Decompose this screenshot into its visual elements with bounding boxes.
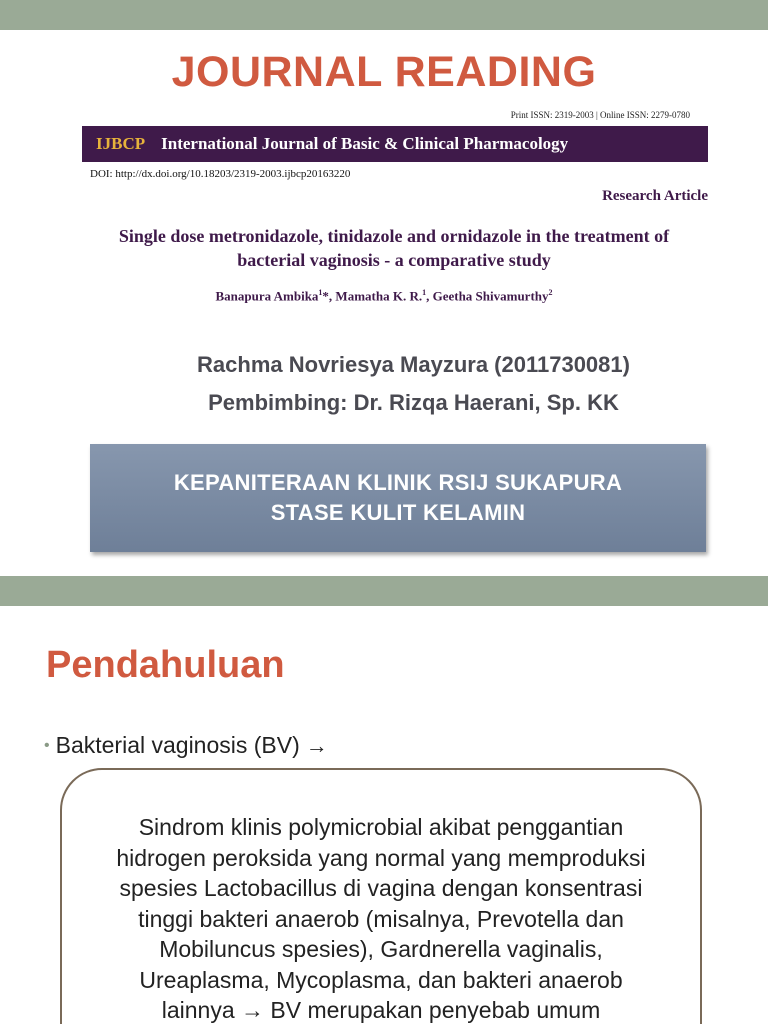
journal-name: International Journal of Basic & Clinical Pharmacology [161, 134, 569, 153]
definition-line: tinggi bakteri anaerob (misalnya, Prevotella dan [138, 905, 624, 932]
presenter-name: Rachma Novriesya Mayzura (2011730081) [197, 352, 630, 377]
title-slide [0, 30, 768, 576]
journal-abbreviation: IJBCP [96, 134, 146, 153]
definition-line: Mobiluncus spesies), Gardnerella vaginalis, [159, 936, 603, 962]
definition-line: spesies Lactobacillus di vagina dengan konsentrasi [119, 875, 643, 901]
issn-line: Print ISSN: 2319-2003 | Online ISSN: 2279-0780 [510, 110, 690, 120]
intro-slide [0, 606, 768, 1024]
advisor-name: Pembimbing: Dr. Rizqa Haerani, Sp. KK [208, 390, 619, 415]
definition-box [60, 768, 702, 1024]
author-name: Mamatha K. R. [335, 288, 423, 304]
definition-line: Sindrom klinis polymicrobial akibat penggantian [138, 814, 624, 840]
author-separator: *, [322, 288, 336, 304]
author-affiliation: 1 [422, 288, 427, 297]
divider-band [0, 576, 768, 606]
clerkship-line: KEPANITERAAN KLINIK RSIJ SUKAPURA [173, 470, 623, 495]
author-separator: , [426, 288, 433, 304]
section-title: Pendahuluan [46, 644, 285, 686]
paper-title-line: Single dose metronidazole, tinidazole and ornidazole in the treatment of [118, 226, 670, 246]
arrow-right-icon: → [305, 732, 328, 758]
clerkship-line: STASE KULIT KELAMIN [270, 500, 526, 525]
bullet-text: Bakterial vaginosis (BV) [55, 732, 300, 758]
bullet-dot-icon: • [44, 736, 50, 754]
definition-line: lainnya → BV merupakan penyebab umum [161, 997, 601, 1023]
clerkship-box [90, 444, 706, 552]
author-list [0, 288, 768, 304]
author-name: Geetha Shivamurthy [432, 288, 549, 304]
author-affiliation: 2 [548, 288, 553, 297]
definition-line: Ureaplasma, Mycoplasma, dan bakteri anaerob [139, 966, 623, 993]
definition-text [82, 812, 680, 1024]
author-name: Banapura Ambika [215, 288, 319, 304]
top-band [0, 0, 768, 30]
bullet-item [44, 732, 328, 759]
doi-line: DOI: http://dx.doi.org/10.18203/2319-2003.ijbcp20163220 [90, 168, 351, 180]
article-type: Research Article [602, 188, 708, 204]
author-affiliation: 1 [318, 288, 323, 297]
paper-title-line: bacterial vaginosis - a comparative study [237, 250, 551, 270]
slide-title: JOURNAL READING [171, 48, 597, 96]
paper-title [60, 224, 728, 272]
definition-line: hidrogen peroksida yang normal yang memproduksi [116, 844, 646, 871]
journal-banner [82, 126, 708, 162]
